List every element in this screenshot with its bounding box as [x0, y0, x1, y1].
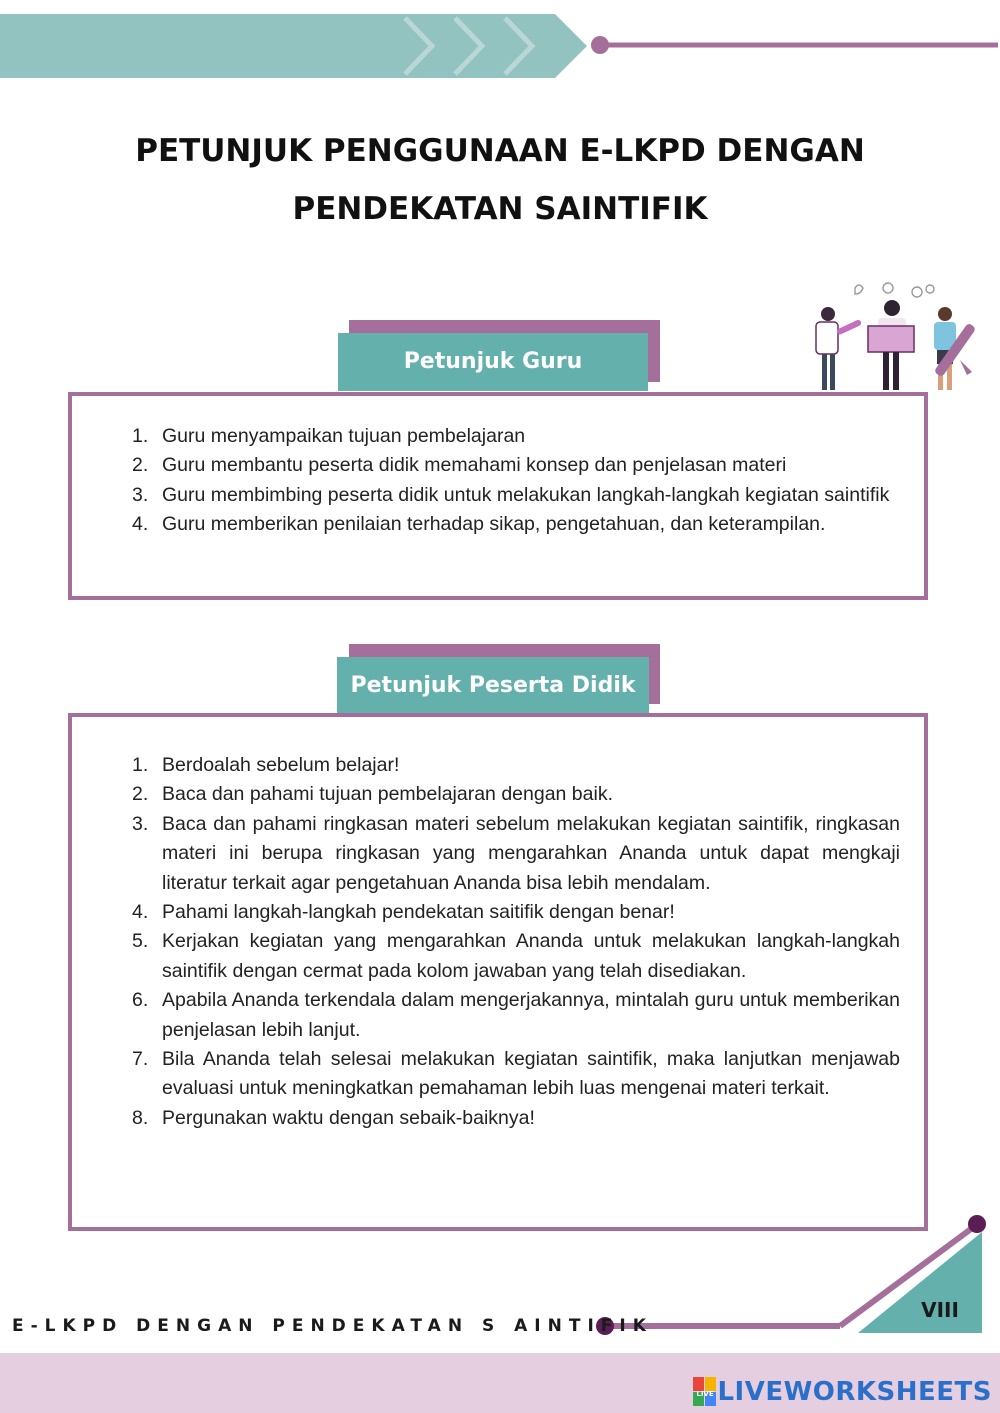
peserta-instructions-box: [68, 713, 928, 1231]
list-item: 2. Guru membantu peserta didik memahami konsep dan penjelasan materi: [132, 454, 787, 477]
list-item: 1. Guru menyampaikan tujuan pembelajaran: [132, 425, 526, 447]
guru-instructions-list: [102, 422, 900, 540]
list-item: 1. Berdoalah sebelum belajar!: [132, 754, 400, 776]
top-banner-decoration: [0, 14, 1000, 78]
list-item: 8. Pergunakan waktu dengan sebaik-baiknya!: [132, 1106, 535, 1129]
liveworksheets-logo: [693, 1376, 992, 1408]
list-item: 4. Pahami langkah-langkah pendekatan saitifik dengan benar!: [132, 901, 675, 924]
guru-heading-label: Petunjuk Guru: [403, 349, 583, 374]
page-title: [0, 122, 1000, 238]
liveworksheets-logo-icon: [693, 1377, 717, 1407]
page-number: VIII: [921, 1298, 959, 1322]
page-title-line-1: PETUNJUK PENGGUNAAN E-LKPD DENGAN: [135, 133, 865, 169]
list-item: 3. Guru membimbing peserta didik untuk melakukan langkah-langkah kegiatan saintifik: [132, 483, 890, 506]
list-item: 5. Kerjakan kegiatan yang mengarahkan Ananda untuk melakukan langkah-langkah saintifik dengan cermat pada kolom jawaban yang telah disediakan.: [132, 930, 900, 982]
guru-instructions-box: [68, 392, 928, 600]
liveworksheets-wordmark: LIVEWORKSHEETS: [717, 1377, 992, 1407]
guru-tab-heading: [338, 333, 648, 391]
page-title-line-2: PENDEKATAN SAINTIFIK: [292, 191, 708, 227]
peserta-heading-label: Petunjuk Peserta Didik: [350, 673, 636, 698]
footer-title: E-LKPD DENGAN PENDEKATAN S AINTIFIK: [12, 1316, 653, 1336]
logo-small-text: LIVE: [696, 1390, 715, 1398]
list-item: 2. Baca dan pahami tujuan pembelajaran dengan baik.: [132, 783, 613, 806]
peserta-tab-heading: [337, 657, 649, 715]
list-item: 4. Guru memberikan penilaian terhadap sikap, pengetahuan, dan keterampilan.: [132, 513, 826, 536]
list-item: 7. Bila Ananda telah selesai melakukan kegiatan saintifik, maka lanjutkan menjawab evaluasi untuk meningkatkan pemahaman lebih luas mengenai materi terkait.: [132, 1048, 900, 1100]
list-item: 6. Apabila Ananda terkendala dalam mengerjakannya, mintalah guru untuk memberikan penjelasan lebih lanjut.: [132, 989, 900, 1041]
peserta-instructions-list: [102, 751, 900, 1133]
students-illustration-icon: [800, 280, 985, 405]
list-item: 3. Baca dan pahami ringkasan materi sebelum melakukan kegiatan saintifik, ringkasan materi ini berupa ringkasan yang mengarahkan Ananda untuk dapat mengkaji literatur terkait agar pengetahuan Ananda bisa lebih mendalam.: [132, 812, 900, 894]
